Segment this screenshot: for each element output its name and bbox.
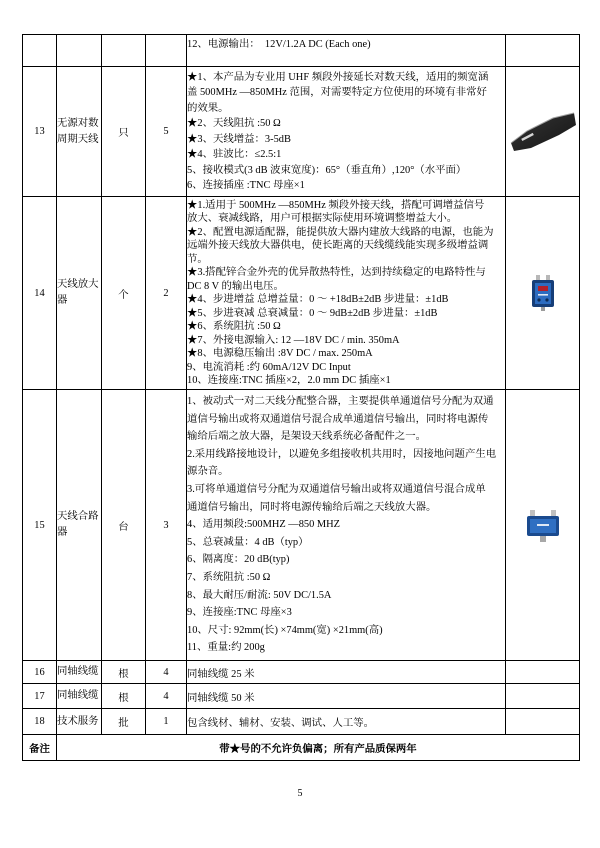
item-name-line: 同轴线缆 [57, 690, 99, 701]
item-spec [187, 390, 506, 661]
table-row [23, 197, 580, 390]
item-quantity: 5 [146, 67, 187, 197]
spec-line: 放大、衰减线路，用户可根据实际使用环境调整增益大小。 [187, 213, 458, 224]
item-number: 16 [23, 661, 57, 684]
item-name-line: 天线放大 [57, 279, 99, 290]
table-row [23, 390, 580, 661]
item-unit: 批 [102, 709, 146, 735]
empty-cell [102, 35, 146, 67]
item-spec [187, 67, 506, 197]
spec-line: 包含线材、辅材、安装、调试、人工等。 [187, 718, 375, 729]
spec-line: ★1.适用于 500MHz —850MHz 频段外接天线，搭配可调增益信号 [187, 199, 485, 211]
spec-line: 盖 500MHz —850MHz 范围，对需要特定方位使用的环境有非常好 [187, 87, 487, 98]
spec-line: 10、连接座:TNC 插座×2，2.0 mm DC 插座×1 [187, 375, 391, 386]
spec-line: 1、被动式一对二天线分配整合器，主要提供单通道信号分配为双通 [187, 396, 494, 408]
empty-cell [506, 35, 580, 67]
item-photo-cell [506, 67, 580, 197]
item-name-line: 周期天线 [57, 133, 99, 145]
spec-line: 2.采用线路接地设计，以避免多组接收机共用时，因接地问题产生电 [187, 448, 497, 460]
log-periodic-antenna-photo [509, 112, 577, 152]
spec-line: 11、重量:约 200g [187, 642, 265, 654]
spec-line: 通道信号输出，同时将电源传输给后端之天线放大器。 [187, 501, 437, 513]
empty-cell [506, 684, 580, 709]
item-name [57, 709, 102, 735]
table-row-continuation [23, 35, 580, 67]
item-spec [187, 709, 506, 735]
item-unit: 根 [102, 684, 146, 709]
spec-line: 9、连接座:TNC 母座×3 [187, 607, 292, 619]
empty-cell [146, 35, 187, 67]
spec-line: 道信号输出或将双通道信号混合成单通道信号输出，同时将电源传 [187, 413, 489, 425]
item-name [57, 197, 102, 390]
table-row [23, 709, 580, 735]
spec-line: ★2、配置电源适配器，能提供放大器内建放大线路的电源，也能为 [187, 226, 494, 238]
empty-cell [506, 709, 580, 735]
spec-line: 远端外接天线放大器供电，使长距离的天线缆线能实现多级增益调 [187, 240, 489, 251]
item-name-line: 同轴线缆 [57, 666, 99, 677]
item-number: 14 [23, 197, 57, 390]
spec-line: 5、接收模式(3 dB 波束宽度)：65°（垂直角）,120°（水平面） [187, 164, 467, 176]
spec-line: 7、系统阻抗 :50 Ω [187, 571, 271, 583]
item-spec [187, 35, 506, 67]
item-name [57, 67, 102, 197]
spec-line: 输给后端之放大器，是架设天线系统必备配件之一。 [187, 431, 426, 443]
item-spec [187, 661, 506, 684]
table-row [23, 684, 580, 709]
item-spec [187, 197, 506, 390]
remark-label: 备注 [23, 735, 57, 761]
item-name-line: 天线合路 [57, 511, 99, 522]
spec-line: ★7、外接电源输入: 12 —18V DC / min. 350mA [187, 334, 400, 346]
spec-line: 6、隔离度：20 dB(typ) [187, 554, 290, 566]
empty-cell [506, 661, 580, 684]
item-name-line: 无源对数 [57, 117, 99, 129]
spec-line: ★3.搭配锌合金外壳的优异散热特性，达到持续稳定的电路特性与 [187, 267, 486, 278]
spec-line: 源杂音。 [187, 466, 229, 478]
item-unit: 台 [102, 390, 146, 661]
spec-line: 8、最大耐压/耐流: 50V DC/1.5A [187, 589, 332, 601]
item-name [57, 661, 102, 684]
item-name-line: 器 [57, 527, 68, 538]
item-unit: 只 [102, 67, 146, 197]
item-name [57, 684, 102, 709]
item-unit: 个 [102, 197, 146, 390]
spec-line: ★4、步进增益 总增益量：0 ～ +18dB±2dB 步进量：±1dB [187, 294, 449, 305]
page-number: 5 [297, 788, 303, 799]
item-number: 17 [23, 684, 57, 709]
item-name-line: 技术服务 [57, 715, 99, 727]
item-quantity: 2 [146, 197, 187, 390]
spec-line: DC 8 V 的输出电压。 [187, 280, 284, 292]
item-number: 13 [23, 67, 57, 197]
spec-line: 9、电流消耗 :约 60mA/12V DC Input [187, 361, 351, 373]
item-spec [187, 684, 506, 709]
table-row [23, 661, 580, 684]
spec-line: 12、电源输出： 12V/1.2A DC (Each one) [187, 39, 371, 50]
item-number: 15 [23, 390, 57, 661]
item-quantity: 4 [146, 684, 187, 709]
antenna-combiner-photo [523, 508, 563, 542]
empty-cell [57, 35, 102, 67]
spec-line: ★4、驻波比：≤2.5:1 [187, 149, 282, 160]
table-row-remark [23, 735, 580, 761]
spec-line: 10、尺寸: 92mm(长) ×74mm(宽) ×21mm(高) [187, 624, 383, 636]
spec-line: 4、适用频段:500MHZ —850 MHZ [187, 519, 340, 531]
item-quantity: 3 [146, 390, 187, 661]
table-row [23, 67, 580, 197]
item-photo-cell [506, 390, 580, 661]
empty-cell [23, 35, 57, 67]
spec-line: 同轴线缆 25 米 [187, 668, 255, 680]
spec-line: 5、总衰减量：4 dB（typ） [187, 536, 309, 548]
item-number: 18 [23, 709, 57, 735]
spec-line: ★2、天线阻抗 :50 Ω [187, 118, 281, 129]
item-quantity: 4 [146, 661, 187, 684]
item-unit: 根 [102, 661, 146, 684]
spec-line: 节。 [187, 253, 208, 265]
item-photo-cell [506, 197, 580, 390]
spec-line: 3.可将单通道信号分配为双通道信号输出或将双通道信号混合成单 [187, 484, 486, 496]
spec-line: ★8、电源稳压输出 :8V DC / max. 250mA [187, 348, 373, 359]
spec-line: ★5、步进衰减 总衰减量：0 ～ 9dB±2dB 步进量：±1dB [187, 307, 438, 319]
spec-line: 同轴线缆 50 米 [187, 692, 255, 704]
spec-line: 的效果。 [187, 102, 229, 114]
spec-line: ★3、天线增益：3-5dB [187, 133, 291, 145]
spec-line: 6、连接插座 :TNC 母座×1 [187, 180, 305, 191]
item-name-line: 器 [57, 295, 68, 306]
antenna-amplifier-photo [527, 275, 559, 311]
spec-line: ★6、系统阻抗 :50 Ω [187, 321, 281, 332]
remark-text: 带★号的不允许负偏离；所有产品质保两年 [57, 735, 580, 761]
equipment-spec-table [22, 34, 580, 761]
item-quantity: 1 [146, 709, 187, 735]
spec-line: ★1、本产品为专业用 UHF 频段外接延长对数天线，适用的频宽涵 [187, 71, 489, 83]
item-name [57, 390, 102, 661]
